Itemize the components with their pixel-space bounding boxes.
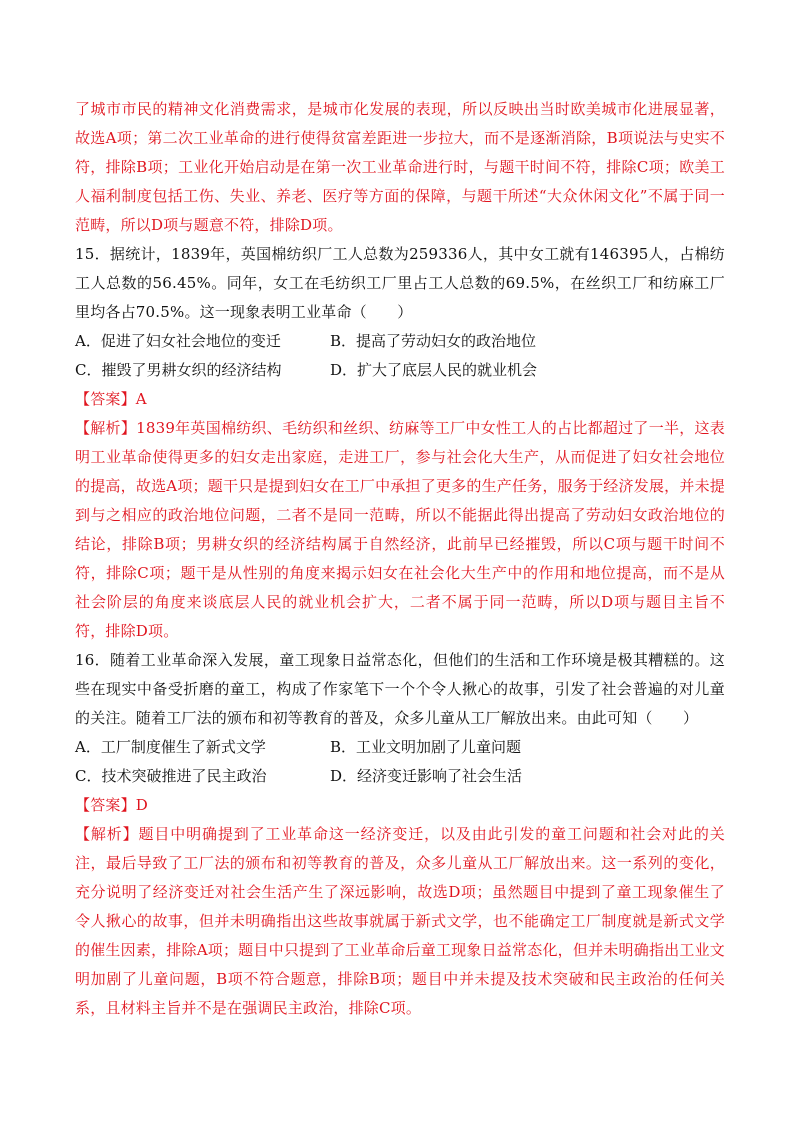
q16-stem: 16．随着工业革命深入发展，童工现象日益常态化，但他们的生活和工作环境是极其糟糕的。这些在现实中备受折磨的童工，构成了作家笔下一个个令人揪心的故事，引发了社会普遍的对儿童的关注。随着工厂法的颁布和初等教育的普及，众多儿童从工厂解放出来。由此可知（ ） bbox=[75, 651, 725, 727]
q15-stem: 15．据统计，1839年，英国棉纺织厂工人总数为259336人，其中女工就有146395人，占棉纺工人总数的56.45%。同年，女工在毛纺织工厂里占工人总数的69.5%，在丝织工厂和纺麻工厂里均各占70.5%。这一现象表明工业革命（ ） bbox=[75, 245, 725, 321]
q16-answer: 【答案】D bbox=[75, 796, 149, 814]
q16-options bbox=[75, 733, 725, 791]
q16-option-c: C．技术突破推进了民主政治 bbox=[75, 767, 267, 785]
q15-answer: 【答案】A bbox=[75, 390, 147, 408]
q15-option-b: B．提高了劳动妇女的政治地位 bbox=[330, 332, 537, 350]
q16-option-b: B．工业文明加剧了儿童问题 bbox=[330, 738, 522, 756]
q15-analysis: 【解析】1839年英国棉纺织、毛纺织和丝织、纺麻等工厂中女性工人的占比都超过了一半，这表明工业革命使得更多的妇女走出家庭，走进工厂，参与社会化大生产，从而促进了妇女社会地位的提高，故选A项；题干只是提到妇女在工厂中承担了更多的生产任务，服务于经济发展，并未提到与之相应的政治地位问题，二者不是同一范畴，所以不能据此得出提高了劳动妇女政治地位的结论，排除B项；男耕女织的经济结构属于自然经济，此前早已经摧毁，所以C项与题干时间不符，排除C项；题干是从性别的角度来揭示妇女在社会化大生产中的作用和地位提高，而不是从社会阶层的角度来谈底层人民的就业机会扩大，二者不属于同一范畴，所以D项与题目主旨不符，排除D项。 bbox=[75, 419, 725, 640]
q16-analysis: 【解析】题目中明确提到了工业革命这一经济变迁，以及由此引发的童工问题和社会对此的关注，最后导致了工厂法的颁布和初等教育的普及，众多儿童从工厂解放出来。这一系列的变化，充分说明了经济变迁对社会生活产生了深远影响，故选D项；虽然题目中提到了童工现象催生了令人揪心的故事，但并未明确指出这些故事就属于新式文学，也不能确定工厂制度就是新式文学的催生因素，排除A项；题目中只提到了工业革命后童工现象日益常态化，但并未明确指出工业文明加剧了儿童问题，B项不符合题意，排除B项；题目中并未提及技术突破和民主政治的任何关系，且材料主旨并不是在强调民主政治，排除C项。 bbox=[75, 825, 725, 1017]
q16-option-a: A．工厂制度催生了新式文学 bbox=[75, 738, 266, 756]
q15-option-d: D．扩大了底层人民的就业机会 bbox=[330, 361, 538, 379]
q15-option-a: A．促进了妇女社会地位的变迁 bbox=[75, 332, 281, 350]
page-content bbox=[75, 95, 725, 1023]
q14-analysis-continuation: 了城市市民的精神文化消费需求，是城市化发展的表现，所以反映出当时欧美城市化进展显著，故选A项；第二次工业革命的进行使得贫富差距进一步拉大，而不是逐渐消除，B项说法与史实不符，排除B项；工业化开始启动是在第一次工业革命进行时，与题干时间不符，排除C项；欧美工人福利制度包括工伤、失业、养老、医疗等方面的保障，与题干所述“大众休闲文化”不属于同一范畴，所以D项与题意不符，排除D项。 bbox=[75, 100, 725, 234]
q15-option-c: C．摧毁了男耕女织的经济结构 bbox=[75, 361, 282, 379]
q15-options bbox=[75, 327, 725, 385]
q16-option-d: D．经济变迁影响了社会生活 bbox=[330, 767, 523, 785]
